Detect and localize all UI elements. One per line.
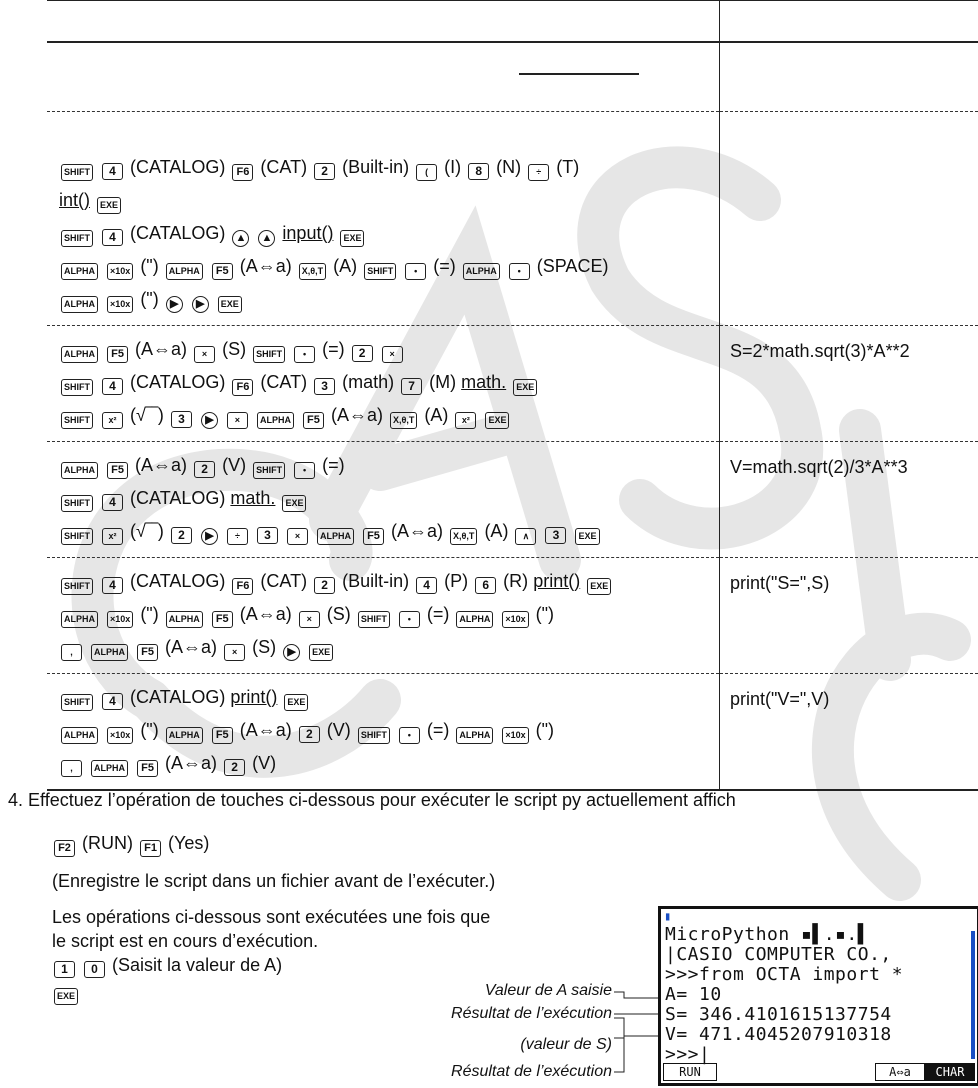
- key-icon: •: [399, 727, 420, 744]
- key-icon: ×10x: [502, 727, 528, 744]
- key-caption: (=): [322, 455, 345, 475]
- key-icon: F1: [140, 840, 161, 857]
- ops-cell: [47, 112, 720, 326]
- key-caption: (=): [322, 339, 345, 359]
- key-icon: ∧: [515, 528, 536, 545]
- key-icon: F6: [232, 578, 253, 595]
- key-icon: 2: [314, 163, 335, 180]
- key-caption: (=): [433, 256, 456, 276]
- key-caption: (T): [556, 157, 580, 177]
- key-icon: SHIFT: [61, 495, 93, 512]
- label-a-input: Valeur de A saisie: [484, 982, 612, 999]
- key-icon: 0: [84, 961, 105, 978]
- key-icon: 4: [416, 577, 437, 594]
- key-icon: 4: [102, 494, 123, 511]
- key-icon: ALPHA: [456, 611, 493, 628]
- screen-line: |CASIO COMPUTER CO.,: [665, 944, 892, 965]
- key-caption: (R): [503, 571, 529, 591]
- key-sequence-line: [52, 954, 282, 978]
- code-cell: print("V=",V): [720, 674, 978, 791]
- key-icon: ,: [61, 760, 82, 777]
- key-caption: (math): [342, 372, 395, 392]
- key-icon: ALPHA: [61, 462, 98, 479]
- f1-run-button[interactable]: RUN: [663, 1063, 717, 1081]
- step-4-para1: Les opérations ci-dessous sont exécutées une fois que: [52, 907, 491, 927]
- code-cell: [720, 112, 978, 326]
- key-icon: ×10x: [107, 296, 133, 313]
- key-icon: 4: [102, 229, 123, 246]
- key-caption: (CATALOG): [130, 372, 226, 392]
- catalog-item: input(): [282, 223, 334, 243]
- catalog-item: int(): [59, 190, 90, 210]
- key-sequence-line: [59, 636, 719, 661]
- key-icon: ALPHA: [91, 760, 128, 777]
- key-caption: (A⇔a): [239, 720, 292, 740]
- key-icon: •: [294, 346, 315, 363]
- catalog-item: print(): [230, 687, 278, 707]
- key-icon: 7: [401, 378, 422, 395]
- step-4-keys: [52, 832, 209, 857]
- key-sequence-line: [59, 570, 719, 595]
- key-icon: ALPHA: [61, 611, 98, 628]
- key-icon: ALPHA: [317, 528, 354, 545]
- key-icon: •: [294, 462, 315, 479]
- key-caption: (A⇔a): [239, 604, 292, 624]
- key-icon: •: [509, 263, 530, 280]
- key-icon: F2: [54, 840, 75, 857]
- screen-line: V= 471.4045207910318: [665, 1024, 892, 1045]
- key-caption: (CATALOG): [130, 157, 226, 177]
- function-bar: [663, 1063, 975, 1081]
- key-sequence-line: [59, 338, 719, 363]
- key-icon: ALPHA: [91, 644, 128, 661]
- key-icon: EXE: [309, 644, 333, 661]
- screen-line: MicroPython ▪▌.▪.▌: [665, 924, 870, 945]
- key-icon: SHIFT: [358, 611, 390, 628]
- key-icon: ALPHA: [61, 346, 98, 363]
- key-icon: 3: [314, 378, 335, 395]
- key-caption: (Yes): [168, 833, 210, 853]
- key-icon: SHIFT: [253, 346, 285, 363]
- calculator-screen: [658, 906, 978, 1086]
- key-sequence-line: [59, 156, 719, 181]
- key-caption: (CAT): [260, 157, 308, 177]
- key-sequence-line: [59, 371, 719, 396]
- key-icon: 3: [257, 527, 278, 544]
- key-caption: (V): [222, 455, 247, 475]
- key-icon: ×: [299, 611, 320, 628]
- key-caption: (=): [426, 604, 450, 624]
- key-caption: (CAT): [260, 571, 308, 591]
- key-icon: F5: [363, 528, 384, 545]
- key-icon: 1: [54, 961, 75, 978]
- key-icon: SHIFT: [61, 694, 93, 711]
- label-result-1: Résultat de l’exécution: [451, 1005, 612, 1022]
- ops-cell: [47, 326, 720, 442]
- key-icon: ALPHA: [61, 296, 98, 313]
- key-icon: X,θ,T: [390, 412, 417, 429]
- key-sequence-line: [59, 686, 719, 711]
- key-icon: ▲: [232, 230, 249, 247]
- step-4-note: (Enregistre le script dans un fichier avant de l’exécuter.): [52, 871, 496, 891]
- key-caption: ("): [535, 604, 555, 624]
- key-icon: 2: [352, 345, 373, 362]
- key-icon: ALPHA: [463, 263, 500, 280]
- key-icon: EXE: [97, 197, 121, 214]
- f5-case-button[interactable]: A⇔a: [875, 1063, 925, 1081]
- catalog-item: print(): [533, 571, 581, 591]
- screen-line: S= 346.4101615137754: [665, 1004, 892, 1025]
- key-icon: ×: [194, 346, 215, 363]
- key-icon: EXE: [282, 495, 306, 512]
- key-icon: 4: [102, 577, 123, 594]
- key-caption: (=): [426, 720, 450, 740]
- key-caption: (A): [484, 521, 509, 541]
- key-icon: 2: [171, 527, 192, 544]
- label-result-2: Résultat de l’exécution: [451, 1063, 612, 1080]
- key-icon: 4: [102, 378, 123, 395]
- ops-cell: [47, 442, 720, 558]
- key-icon: ÷: [227, 528, 248, 545]
- key-caption: (CATALOG): [130, 223, 226, 243]
- key-sequence-line: [59, 288, 719, 313]
- key-caption: (CAT): [260, 372, 308, 392]
- key-icon: x²: [102, 528, 123, 545]
- key-icon: EXE: [284, 694, 308, 711]
- key-icon: EXE: [575, 528, 599, 545]
- key-caption: (A⇔a): [165, 753, 218, 773]
- key-icon: 4: [102, 163, 123, 180]
- scrollbar[interactable]: [971, 931, 975, 1059]
- screen-line: A= 10: [665, 984, 722, 1005]
- key-icon: EXE: [218, 296, 242, 313]
- key-icon: ALPHA: [61, 263, 98, 280]
- key-icon: x²: [455, 412, 476, 429]
- key-icon: •: [399, 611, 420, 628]
- key-caption: (CATALOG): [130, 571, 226, 591]
- leader-lines: [600, 980, 660, 1080]
- key-icon: EXE: [587, 578, 611, 595]
- input-keys: [52, 954, 282, 978]
- key-icon: ▲: [258, 230, 275, 247]
- key-caption: ("): [535, 720, 555, 740]
- key-icon: ALPHA: [61, 727, 98, 744]
- key-icon: 4: [102, 693, 123, 710]
- key-sequence-line: [59, 487, 719, 512]
- key-icon: SHIFT: [61, 164, 93, 181]
- key-icon: F6: [232, 164, 253, 181]
- key-caption: (RUN): [82, 833, 134, 853]
- key-caption: ("): [140, 256, 159, 276]
- key-icon: ,: [61, 644, 82, 661]
- key-sequence-line: [59, 520, 719, 545]
- key-icon: EXE: [513, 379, 537, 396]
- key-icon: ×10x: [107, 263, 133, 280]
- key-icon: ALPHA: [166, 611, 203, 628]
- key-icon: 2: [224, 759, 245, 776]
- key-sequence-line: [59, 404, 719, 429]
- key-icon: x²: [102, 412, 123, 429]
- key-icon: F5: [137, 760, 158, 777]
- key-sequence-line: [52, 832, 209, 857]
- key-caption: (A⇔a): [135, 339, 188, 359]
- key-caption: (√‾‾): [130, 521, 164, 541]
- key-icon: SHIFT: [61, 230, 93, 247]
- catalog-item: math.: [461, 372, 507, 392]
- key-sequence-line: [52, 980, 80, 1005]
- key-icon: ▶: [201, 412, 218, 429]
- key-icon: X,θ,T: [450, 528, 477, 545]
- key-caption: (Built-in): [342, 157, 410, 177]
- key-icon: ×10x: [107, 727, 133, 744]
- key-icon: ×: [287, 528, 308, 545]
- key-icon: 2: [314, 577, 335, 594]
- key-caption: (V): [252, 753, 277, 773]
- key-caption: (S): [326, 604, 351, 624]
- key-caption: (Built-in): [342, 571, 410, 591]
- key-icon: 3: [171, 411, 192, 428]
- key-icon: ▶: [192, 296, 209, 313]
- exe-key: [52, 980, 80, 1005]
- key-icon: SHIFT: [358, 727, 390, 744]
- key-caption: (S): [222, 339, 247, 359]
- key-caption: (A⇔a): [239, 256, 292, 276]
- key-icon: 2: [194, 461, 215, 478]
- key-icon: ▶: [166, 296, 183, 313]
- step-4-para2: le script est en cours d’exécution.: [52, 931, 319, 951]
- screen-line: >>>|: [665, 1044, 711, 1065]
- catalog-item: math.: [230, 488, 276, 508]
- key-caption: ("): [140, 289, 159, 309]
- label-value-s: (valeur de S): [520, 1036, 612, 1053]
- key-icon: 2: [299, 726, 320, 743]
- underline-blank: [519, 73, 639, 75]
- key-caption: (A): [333, 256, 358, 276]
- screen-line: >>>from OCTA import *: [665, 964, 904, 985]
- key-icon: ×: [224, 644, 245, 661]
- ops-cell: [47, 674, 720, 791]
- key-icon: SHIFT: [61, 379, 93, 396]
- key-icon: SHIFT: [61, 412, 93, 429]
- code-cell: S=2*math.sqrt(3)*A**2: [720, 326, 978, 442]
- key-icon: ALPHA: [456, 727, 493, 744]
- key-sequence-line: [59, 222, 719, 247]
- key-icon: X,θ,T: [299, 263, 326, 280]
- key-icon: 8: [468, 163, 489, 180]
- key-icon: F5: [212, 727, 233, 744]
- key-icon: SHIFT: [364, 263, 396, 280]
- key-icon: F6: [232, 379, 253, 396]
- key-caption: (M): [429, 372, 457, 392]
- key-caption: (N): [496, 157, 522, 177]
- key-caption: (CATALOG): [130, 687, 226, 707]
- key-icon: F5: [212, 263, 233, 280]
- code-cell: V=math.sqrt(2)/3*A**3: [720, 442, 978, 558]
- key-icon: F5: [137, 644, 158, 661]
- key-sequence-line: [59, 603, 719, 628]
- key-icon: SHIFT: [61, 528, 93, 545]
- key-icon: 3: [545, 527, 566, 544]
- key-sequence-line: [59, 255, 719, 280]
- key-sequence-line: [59, 719, 719, 744]
- key-icon: F5: [303, 412, 324, 429]
- key-caption: (A⇔a): [165, 637, 218, 657]
- key-icon: ×10x: [107, 611, 133, 628]
- step-4-heading: 4. Effectuez l’opération de touches ci-dessous pour exécuter le script py actuellement affich: [8, 790, 736, 810]
- ops-cell: [47, 558, 720, 674]
- key-icon: EXE: [54, 988, 78, 1005]
- key-icon: 6: [475, 577, 496, 594]
- key-caption: ("): [140, 604, 159, 624]
- key-caption: (√‾‾): [130, 405, 164, 425]
- key-icon: F5: [212, 611, 233, 628]
- key-icon: EXE: [485, 412, 509, 429]
- key-icon: ▶: [201, 528, 218, 545]
- key-caption: (A⇔a): [391, 521, 444, 541]
- battery-icon: ▮: [664, 909, 672, 923]
- key-caption: (V): [326, 720, 351, 740]
- key-icon: •: [405, 263, 426, 280]
- key-caption: (SPACE): [536, 256, 609, 276]
- f6-char-button[interactable]: CHAR: [925, 1063, 975, 1081]
- key-icon: ALPHA: [166, 263, 203, 280]
- key-caption: (CATALOG): [130, 488, 226, 508]
- key-icon: ×: [227, 412, 248, 429]
- key-icon: F5: [107, 462, 128, 479]
- key-icon: EXE: [340, 230, 364, 247]
- key-caption: (Saisit la valeur de A): [112, 955, 283, 975]
- key-caption: (I): [444, 157, 462, 177]
- key-sequence-line: [59, 189, 719, 214]
- key-icon: ×: [382, 346, 403, 363]
- key-caption: (A⇔a): [135, 455, 188, 475]
- key-caption: (S): [252, 637, 277, 657]
- key-icon: ALPHA: [257, 412, 294, 429]
- key-caption: (A): [424, 405, 449, 425]
- key-icon: F5: [107, 346, 128, 363]
- key-icon: ÷: [528, 164, 549, 181]
- key-icon: SHIFT: [253, 462, 285, 479]
- key-caption: (A⇔a): [330, 405, 383, 425]
- key-icon: (: [416, 164, 437, 181]
- key-caption: ("): [140, 720, 159, 740]
- key-icon: ×10x: [502, 611, 528, 628]
- key-icon: ▶: [283, 644, 300, 661]
- code-cell: print("S=",S): [720, 558, 978, 674]
- key-icon: SHIFT: [61, 578, 93, 595]
- key-caption: (P): [444, 571, 469, 591]
- operations-table: [47, 0, 978, 791]
- key-icon: ALPHA: [166, 727, 203, 744]
- key-sequence-line: [59, 454, 719, 479]
- key-sequence-line: [59, 752, 719, 777]
